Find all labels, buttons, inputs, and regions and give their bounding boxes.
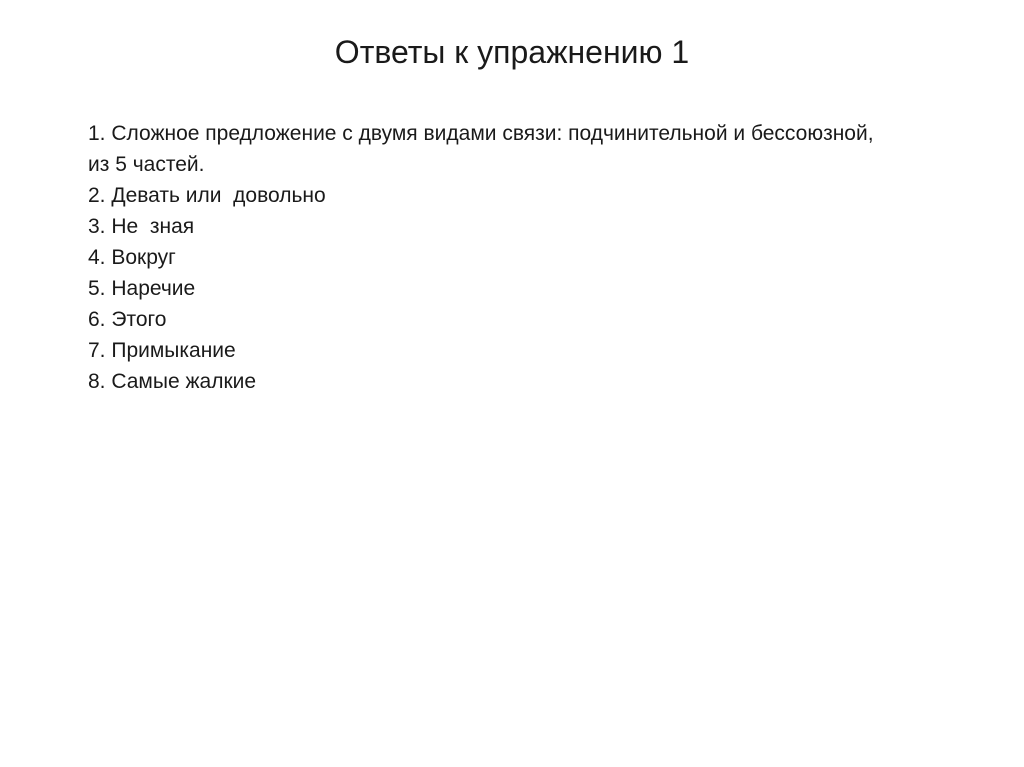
answer-item-2: 2. Девать или довольно: [88, 184, 326, 207]
answer-item-4: 4. Вокруг: [88, 246, 176, 269]
answer-item-1: 1. Сложное предложение с двумя видами связи: подчинительной и бессоюзной, из 5 частей.: [88, 122, 874, 176]
answer-list: [88, 118, 988, 397]
slide-title: Ответы к упражнению 1: [334, 34, 690, 70]
answer-item-7: 7. Примыкание: [88, 339, 236, 362]
answer-item-8: 8. Самые жалкие: [88, 370, 257, 393]
answer-item-3: 3. Не зная: [88, 215, 195, 238]
answer-item-5: 5. Наречие: [88, 277, 196, 300]
answer-item-6: 6. Этого: [88, 308, 167, 331]
